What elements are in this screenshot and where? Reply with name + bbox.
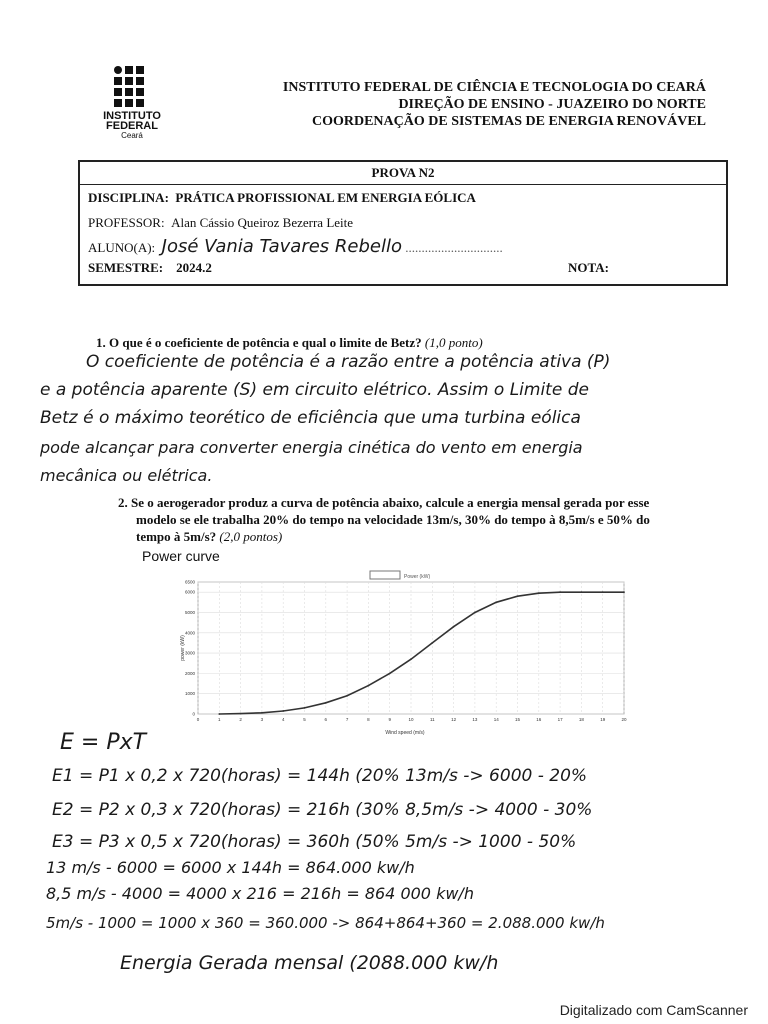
q2-answer-line6: 8,5 m/s - 4000 = 4000 x 216 = 216h = 864 000 kw/h <box>46 884 474 903</box>
x-tick-label: 14 <box>493 717 499 722</box>
q2-answer-line1: E = PxT <box>60 730 147 755</box>
data-point <box>581 591 583 593</box>
q2-answer-line8: Energia Gerada mensal (2088.000 kw/h <box>120 952 499 974</box>
q2-points: (2,0 pontos) <box>219 529 283 544</box>
legend-swatch <box>370 571 400 579</box>
data-point <box>453 626 455 628</box>
q1-text: O que é o coeficiente de potência e qual o limite de Betz? <box>109 335 422 350</box>
power-curve-chart <box>180 566 630 736</box>
chart-title: Power curve <box>142 548 220 564</box>
disciplina-label: DISCIPLINA: <box>88 190 169 205</box>
data-point <box>517 595 519 597</box>
y-tick-label: 0 <box>192 711 195 717</box>
scanner-watermark: Digitalizado com CamScanner <box>559 1002 748 1018</box>
y-tick-label: 1000 <box>184 691 195 697</box>
data-point <box>559 591 561 593</box>
x-tick-label: 11 <box>429 717 435 722</box>
x-tick-label: 10 <box>408 717 414 722</box>
x-tick-label: 3 <box>260 717 264 722</box>
x-tick-label: 9 <box>388 717 391 722</box>
data-point <box>282 710 284 712</box>
professor-label: PROFESSOR: <box>88 215 165 230</box>
legend-label: Power (kW) <box>404 574 431 580</box>
y-tick-label: 5000 <box>184 609 195 615</box>
q1-answer-line4: pode alcançar para converter energia cinética do vento em energia <box>40 438 583 457</box>
q2-answer-line7: 5m/s - 1000 = 1000 x 360 = 360.000 -> 864+864+360 = 2.088.000 kw/h <box>46 914 605 932</box>
exam-title: PROVA N2 <box>80 162 726 185</box>
q2-text-line2: modelo se ele trabalha 20% do tempo na velocidade 13m/s, 30% do tempo à 8,5m/s e 50% do <box>136 512 650 527</box>
logo-line2: FEDERAL <box>106 120 158 132</box>
data-point <box>538 592 540 594</box>
q1-answer-line3: Betz é o máximo teorético de eficiência que uma turbina eólica <box>40 408 581 428</box>
x-axis-label: Wind speed (m/s) <box>385 730 425 736</box>
data-point <box>495 601 497 603</box>
nota-label: NOTA: <box>568 260 609 275</box>
x-tick-label: 19 <box>600 717 606 722</box>
x-tick-label: 6 <box>324 717 328 722</box>
x-tick-label: 20 <box>621 717 627 722</box>
data-point <box>261 712 263 714</box>
data-point <box>325 702 327 704</box>
x-tick-label: 1 <box>218 717 221 722</box>
aluno-value: José Vania Tavares Rebello <box>161 236 402 257</box>
q1-answer-line5: mecânica ou elétrica. <box>40 466 213 485</box>
x-tick-label: 0 <box>196 717 200 722</box>
q1-answer-line2: e a potência aparente (S) em circuito elétrico. Assim o Limite de <box>40 380 589 400</box>
question-1 <box>96 334 483 351</box>
x-tick-label: 8 <box>367 717 370 722</box>
data-point <box>431 642 433 644</box>
y-tick-label: 2000 <box>184 670 195 676</box>
logo-mark-icon <box>114 66 144 107</box>
x-tick-label: 12 <box>451 717 457 722</box>
question-2 <box>118 494 650 545</box>
q2-number: 2. <box>118 495 128 510</box>
data-point <box>474 612 476 614</box>
x-tick-label: 13 <box>472 717 478 722</box>
professor-value: Alan Cássio Queiroz Bezerra Leite <box>171 215 354 230</box>
data-point <box>410 658 412 660</box>
x-tick-label: 18 <box>578 717 584 722</box>
aluno-label: ALUNO(A): <box>88 240 156 255</box>
q2-answer-line4: E3 = P3 x 0,5 x 720(horas) = 360h (50% 5m/s -> 1000 - 50% <box>52 832 577 852</box>
x-tick-label: 7 <box>345 717 349 722</box>
data-point <box>218 713 220 715</box>
q1-points: (1,0 ponto) <box>424 335 483 350</box>
x-tick-label: 17 <box>557 717 563 722</box>
y-axis-label: power (kW) <box>180 635 186 661</box>
x-tick-label: 16 <box>536 717 542 722</box>
institution-name: INSTITUTO FEDERAL DE CIÊNCIA E TECNOLOGIA DO CEARÁ <box>282 80 706 95</box>
q1-number: 1. <box>96 335 106 350</box>
q2-text-line3: tempo à 5m/s? <box>136 529 217 544</box>
direction-name: DIREÇÃO DE ENSINO - JUAZEIRO DO NORTE <box>398 97 706 112</box>
exam-info-box: PROVA N2 DISCIPLINA: PRÁTICA PROFISSIONAL EM ENERGIA EÓLICA PROFESSOR: Alan Cássio Queiroz Bezerra Leite ALUNO(A): José Vania Tavares Rebello .............................. SEMESTRE: 2024.2 NOTA: <box>78 160 728 286</box>
coordination-name: COORDENAÇÃO DE SISTEMAS DE ENERGIA RENOVÁVEL <box>311 114 706 129</box>
q2-answer-line2: E1 = P1 x 0,2 x 720(horas) = 144h (20% 13m/s -> 6000 - 20% <box>52 766 588 786</box>
data-point <box>240 713 242 715</box>
data-point <box>304 707 306 709</box>
data-point <box>623 591 625 593</box>
disciplina-value: PRÁTICA PROFISSIONAL EM ENERGIA EÓLICA <box>175 190 476 205</box>
semestre-value: 2024.2 <box>176 260 212 275</box>
y-tick-label: 4000 <box>184 630 195 636</box>
y-tick-label: 3000 <box>184 650 195 656</box>
x-tick-label: 4 <box>281 717 285 722</box>
q1-answer-line1: O coeficiente de potência é a razão entre a potência ativa (P) <box>86 352 611 372</box>
x-tick-label: 5 <box>303 717 306 722</box>
q2-answer-line3: E2 = P2 x 0,3 x 720(horas) = 216h (30% 8,5m/s -> 4000 - 30% <box>52 800 593 820</box>
semestre-label: SEMESTRE: <box>88 260 164 275</box>
data-point <box>602 591 604 593</box>
q2-text-line1: Se o aerogerador produz a curva de potência abaixo, calcule a energia mensal gerada por esse <box>131 495 650 510</box>
logo-line3: Ceará <box>121 131 143 140</box>
data-point <box>389 672 391 674</box>
y-tick-label: 6500 <box>184 579 195 585</box>
q2-answer-line5: 13 m/s - 6000 = 6000 x 144h = 864.000 kw/h <box>46 858 415 877</box>
x-tick-label: 2 <box>239 717 242 722</box>
data-point <box>368 685 370 687</box>
y-tick-label: 6000 <box>184 589 195 595</box>
data-point <box>346 695 348 697</box>
logo-line1: INSTITUTO <box>103 110 161 122</box>
institute-logo <box>96 66 168 140</box>
x-tick-label: 15 <box>514 717 521 722</box>
